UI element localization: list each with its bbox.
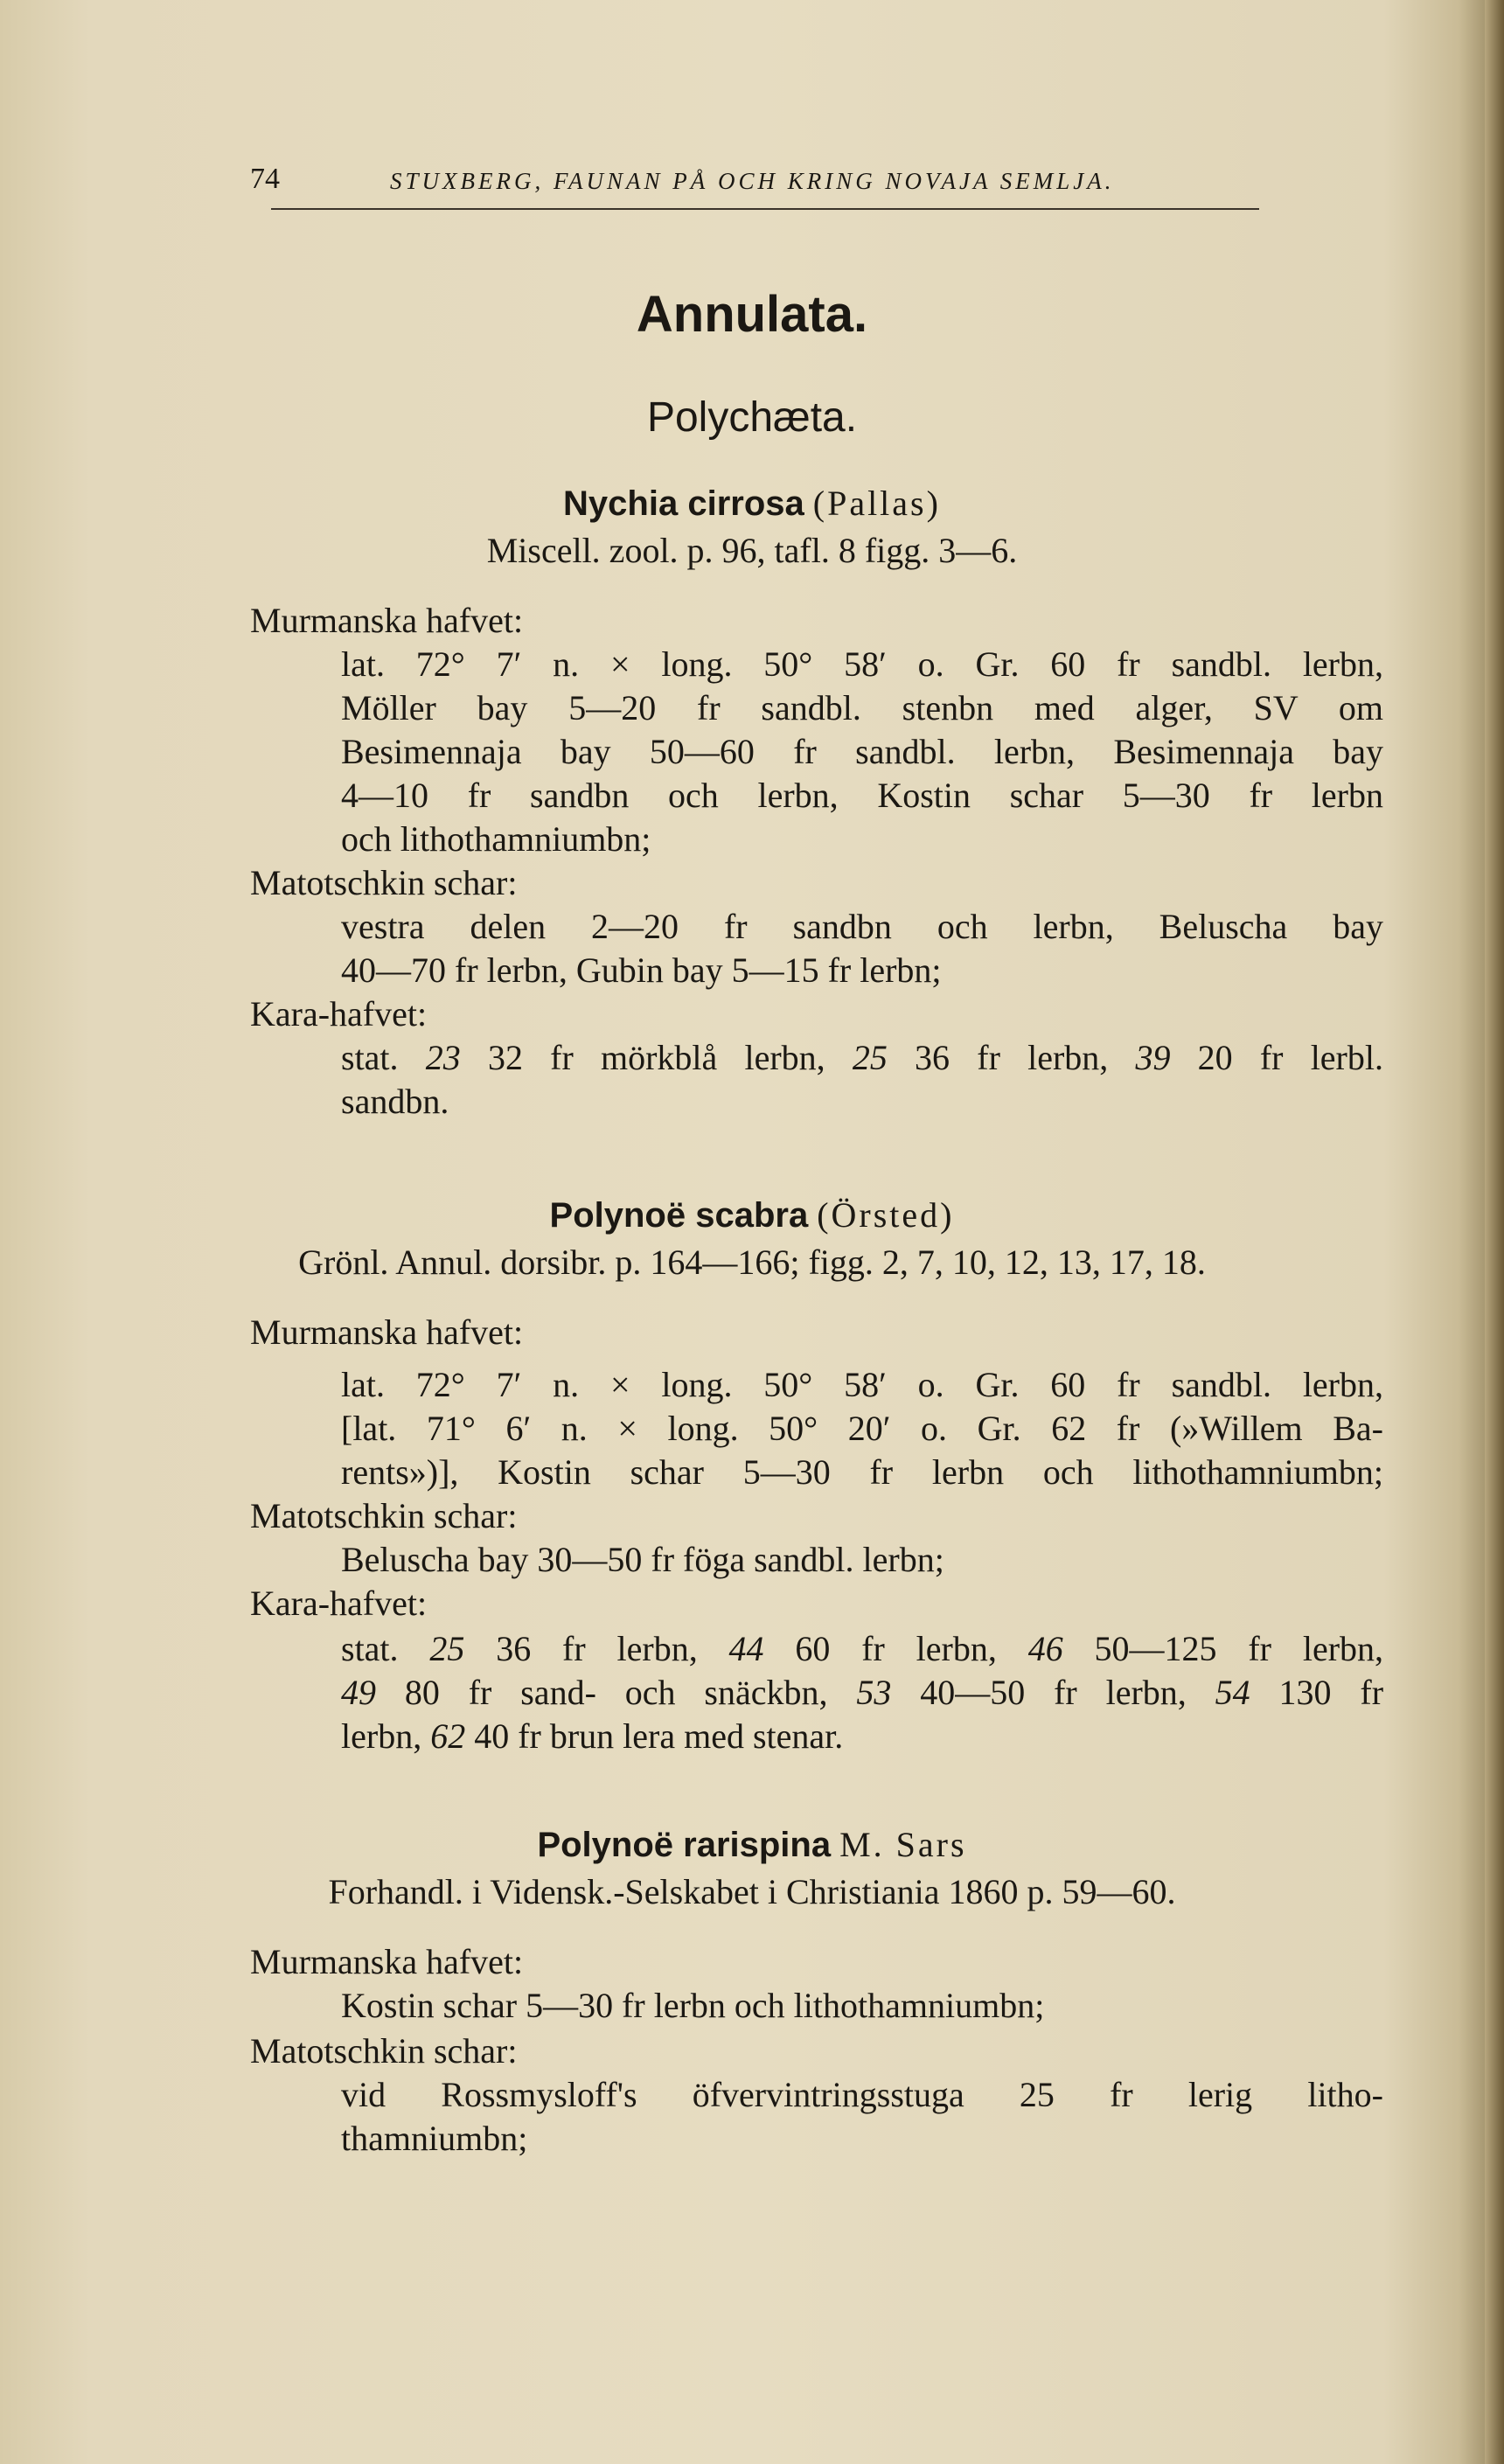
region-heading: Murmanska hafvet:	[250, 1312, 524, 1352]
locality-line: Möller bay 5—20 fr sandbl. stenbn med alger, SV om	[341, 688, 1383, 727]
station-number: 44	[728, 1629, 764, 1668]
station-number: 23	[425, 1038, 461, 1077]
text-part: 36 fr lerbn,	[887, 1038, 1136, 1077]
text-part: 50—125 fr lerbn,	[1062, 1629, 1384, 1668]
text-part: 80 fr sand- och snäckbn,	[376, 1673, 857, 1712]
text-part: 36 fr lerbn,	[464, 1629, 729, 1668]
page-number: 74	[250, 163, 280, 195]
species-reference: Miscell. zool. p. 96, tafl. 8 figg. 3—6.	[486, 531, 1018, 570]
header-rule	[271, 208, 1259, 210]
locality-line: thamniumbn;	[341, 2119, 528, 2158]
species-reference: Forhandl. i Vidensk.-Selskabet i Christiania 1860 p. 59—60.	[328, 1872, 1176, 1911]
text-part: 20 fr lerbl.	[1170, 1038, 1383, 1077]
station-number: 54	[1215, 1673, 1250, 1712]
locality-line: 4—10 fr sandbn och lerbn, Kostin schar 5—30 fr lerbn	[341, 776, 1383, 815]
text-part: 40 fr brun lera med stenar.	[465, 1716, 844, 1756]
locality-line: [lat. 71° 6′ n. × long. 50° 20′ o. Gr. 62 fr (»Willem Ba-	[341, 1409, 1383, 1448]
station-line	[341, 1628, 1383, 1669]
species-name: Polynoë scabra	[549, 1196, 809, 1235]
species-heading	[0, 1824, 1504, 1865]
locality-line: lat. 72° 7′ n. × long. 50° 58′ o. Gr. 60 fr sandbl. lerbn,	[341, 644, 1383, 684]
species-heading	[0, 483, 1504, 524]
species-author: (Örsted)	[817, 1195, 955, 1235]
locality-line: vid Rossmysloff's öfvervintringsstuga 25 fr lerig litho-	[341, 2075, 1383, 2114]
region-heading: Matotschkin schar:	[250, 2031, 518, 2071]
species-author: (Pallas)	[812, 484, 941, 523]
region-heading: Matotschkin schar:	[250, 863, 518, 902]
running-head: STUXBERG, FAUNAN PÅ OCH KRING NOVAJA SEMLJA.	[390, 168, 1115, 194]
species-reference: Grönl. Annul. dorsibr. p. 164—166; figg. 2, 7, 10, 12, 13, 17, 18.	[298, 1242, 1206, 1282]
region-heading: Kara-hafvet:	[250, 1584, 428, 1623]
station-line	[341, 1037, 1383, 1078]
class-title: Annulata.	[636, 286, 868, 343]
station-number: 49	[341, 1673, 376, 1712]
text-part: stat.	[341, 1629, 430, 1668]
text-part: 32 fr mörkblå lerbn,	[460, 1038, 853, 1077]
station-number: 25	[429, 1629, 465, 1668]
locality-line: rents»)], Kostin schar 5—30 fr lerbn och lithothamniumbn;	[341, 1452, 1383, 1492]
species-author: M. Sars	[839, 1825, 967, 1864]
region-heading: Murmanska hafvet:	[250, 601, 524, 640]
locality-line: Kostin schar 5—30 fr lerbn och lithothamniumbn;	[341, 1986, 1045, 2025]
station-number: 53	[856, 1673, 892, 1712]
station-number: 25	[852, 1038, 888, 1077]
locality-line: 40—70 fr lerbn, Gubin bay 5—15 fr lerbn;	[341, 950, 942, 990]
locality-line: lat. 72° 7′ n. × long. 50° 58′ o. Gr. 60 fr sandbl. lerbn,	[341, 1365, 1383, 1404]
species-name: Polynoë rarispina	[537, 1826, 832, 1864]
text-part: 60 fr lerbn,	[763, 1629, 1028, 1668]
locality-line: Besimennaja bay 50—60 fr sandbl. lerbn, Besimennaja bay	[341, 732, 1383, 771]
text-part: lerbn,	[341, 1716, 431, 1756]
region-heading: Matotschkin schar:	[250, 1496, 518, 1535]
station-line	[341, 1716, 843, 1757]
text-part: 130 fr	[1250, 1673, 1384, 1712]
locality-line: och lithothamniumbn;	[341, 819, 651, 859]
locality-line: vestra delen 2—20 fr sandbn och lerbn, Beluscha bay	[341, 907, 1383, 946]
region-heading: Murmanska hafvet:	[250, 1942, 524, 1981]
text-part: 40—50 fr lerbn,	[891, 1673, 1215, 1712]
species-name: Nychia cirrosa	[563, 484, 804, 523]
text-part: stat.	[341, 1038, 426, 1077]
station-number: 46	[1027, 1629, 1063, 1668]
station-number: 62	[430, 1716, 466, 1756]
species-heading	[0, 1194, 1504, 1235]
locality-line: sandbn.	[341, 1082, 449, 1121]
page-header	[250, 163, 1387, 206]
order-title: Polychæta.	[646, 394, 858, 441]
station-number: 39	[1135, 1038, 1171, 1077]
locality-line: Beluscha bay 30—50 fr föga sandbl. lerbn;	[341, 1540, 944, 1579]
region-heading: Kara-hafvet:	[250, 994, 428, 1034]
station-line	[341, 1672, 1383, 1713]
